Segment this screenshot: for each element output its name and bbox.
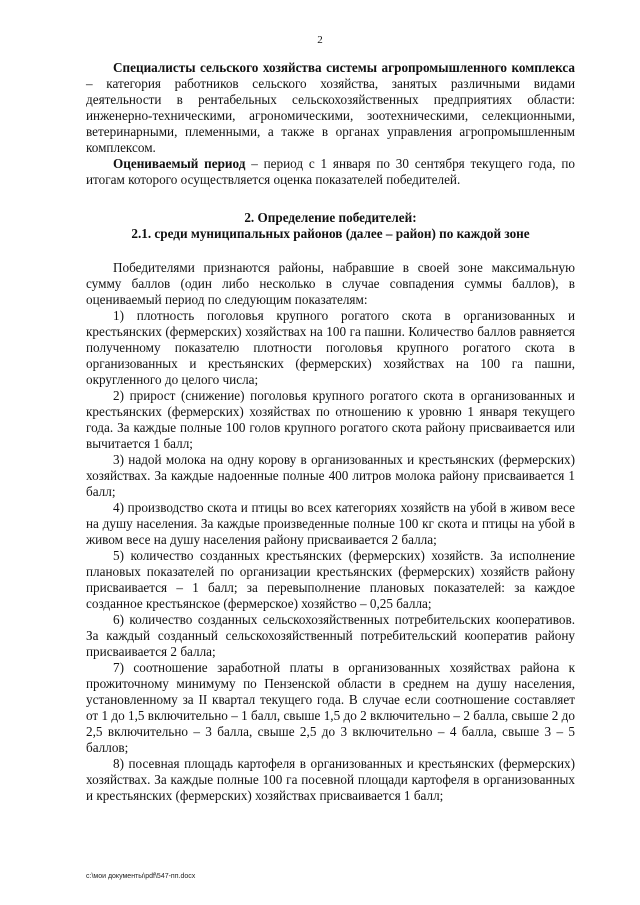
definition-term: Оцениваемый период [113, 156, 246, 171]
definition-term: Специалисты сельского хозяйства системы агропромышленного комплекса [113, 60, 575, 75]
intro-paragraph: Победителями признаются районы, набравшие в своей зоне максимальную сумму баллов (один либо несколько в случае совпадения суммы баллов), в оцениваемый период по следующим показателям: [86, 260, 575, 307]
criterion-item: 8) посевная площадь картофеля в организованных и крестьянских (фермерских) хозяйствах. За каждые полные 100 га посевной площади картофеля в организованных и крестьянских (фермерских) хозяйствах присваивается 1 балл; [86, 756, 575, 803]
criterion-item: 2) прирост (снижение) поголовья крупного рогатого скота в организованных и крестьянских (фермерских) хозяйствах по отношению к уровню 1 января текущего года. За каждые полные 100 голов крупного рогатого скота району присваивается или вычитается 1 балл; [86, 388, 575, 451]
criterion-item: 6) количество созданных сельскохозяйственных потребительских кооперативов. За каждый созданный сельскохозяйственный потребительский кооператив району присваивается 2 балла; [86, 612, 575, 659]
criterion-item: 5) количество созданных крестьянских (фермерских) хозяйств. За исполнение плановых показателей по организации крестьянских (фермерских) хозяйств району присваивается – 1 балл; за перевыполнение плановых показателей: за каждое созданное крестьянское (фермерское) хозяйство – 0,25 балла; [86, 548, 575, 611]
definition-text: – период с 1 января по 30 сентября текущего года, по итогам которого осуществляется оценка показателей победителей. [86, 156, 576, 187]
definition-paragraph [86, 156, 575, 188]
document-body [86, 60, 575, 804]
file-path-footer: c:\мои документы\pdf\547-пп.docx [86, 873, 196, 880]
definition-text: – категория работников сельского хозяйства, занятых различными видами деятельности в рентабельных сельскохозяйственных предприятиях области: инженерно-техническими, агрономическими, зоотехническими, селекционными, ветеринарными, племенными, а также в органах управления агропромышленным комплексом. [86, 76, 575, 155]
page-number: 2 [317, 34, 323, 46]
definition-paragraph [86, 60, 575, 156]
section-subtitle: 2.1. среди муниципальных районов (далее – район) по каждой зоне [131, 226, 530, 241]
criterion-item: 3) надой молока на одну корову в организованных и крестьянских (фермерских) хозяйствах. За каждые надоенные полные 400 литров молока району присваивается 1 балл; [86, 452, 575, 499]
section-title: 2. Определение победителей: [244, 210, 417, 225]
criterion-item: 4) производство скота и птицы во всех категориях хозяйств на убой в живом весе на душу населения. За каждые произведенные полные 100 кг скота и птицы на убой в живом весе на душу населения району присваивается 2 балла; [86, 500, 575, 547]
criterion-item: 7) соотношение заработной платы в организованных хозяйствах района к прожиточному минимуму по Пензенской области в среднем на душу населения, установленному за II квартал текущего года. В случае если соотношение составляет от 1 до 1,5 включительно – 1 балл, свыше 1,5 до 2 включительно – 2 балла, свыше 2 до 2,5 включительно – 3 балла, свыше 2,5 до 3 включительно – 4 балла, свыше 3 – 5 баллов; [86, 660, 575, 755]
criterion-item: 1) плотность поголовья крупного рогатого скота в организованных и крестьянских (фермерских) хозяйствах на 100 га пашни. Количество баллов равняется полученному показателю плотности поголовья крупного рогатого скота в организованных и крестьянских (фермерских) хозяйствах на 100 га пашни, округленного до целого числа; [86, 308, 575, 387]
